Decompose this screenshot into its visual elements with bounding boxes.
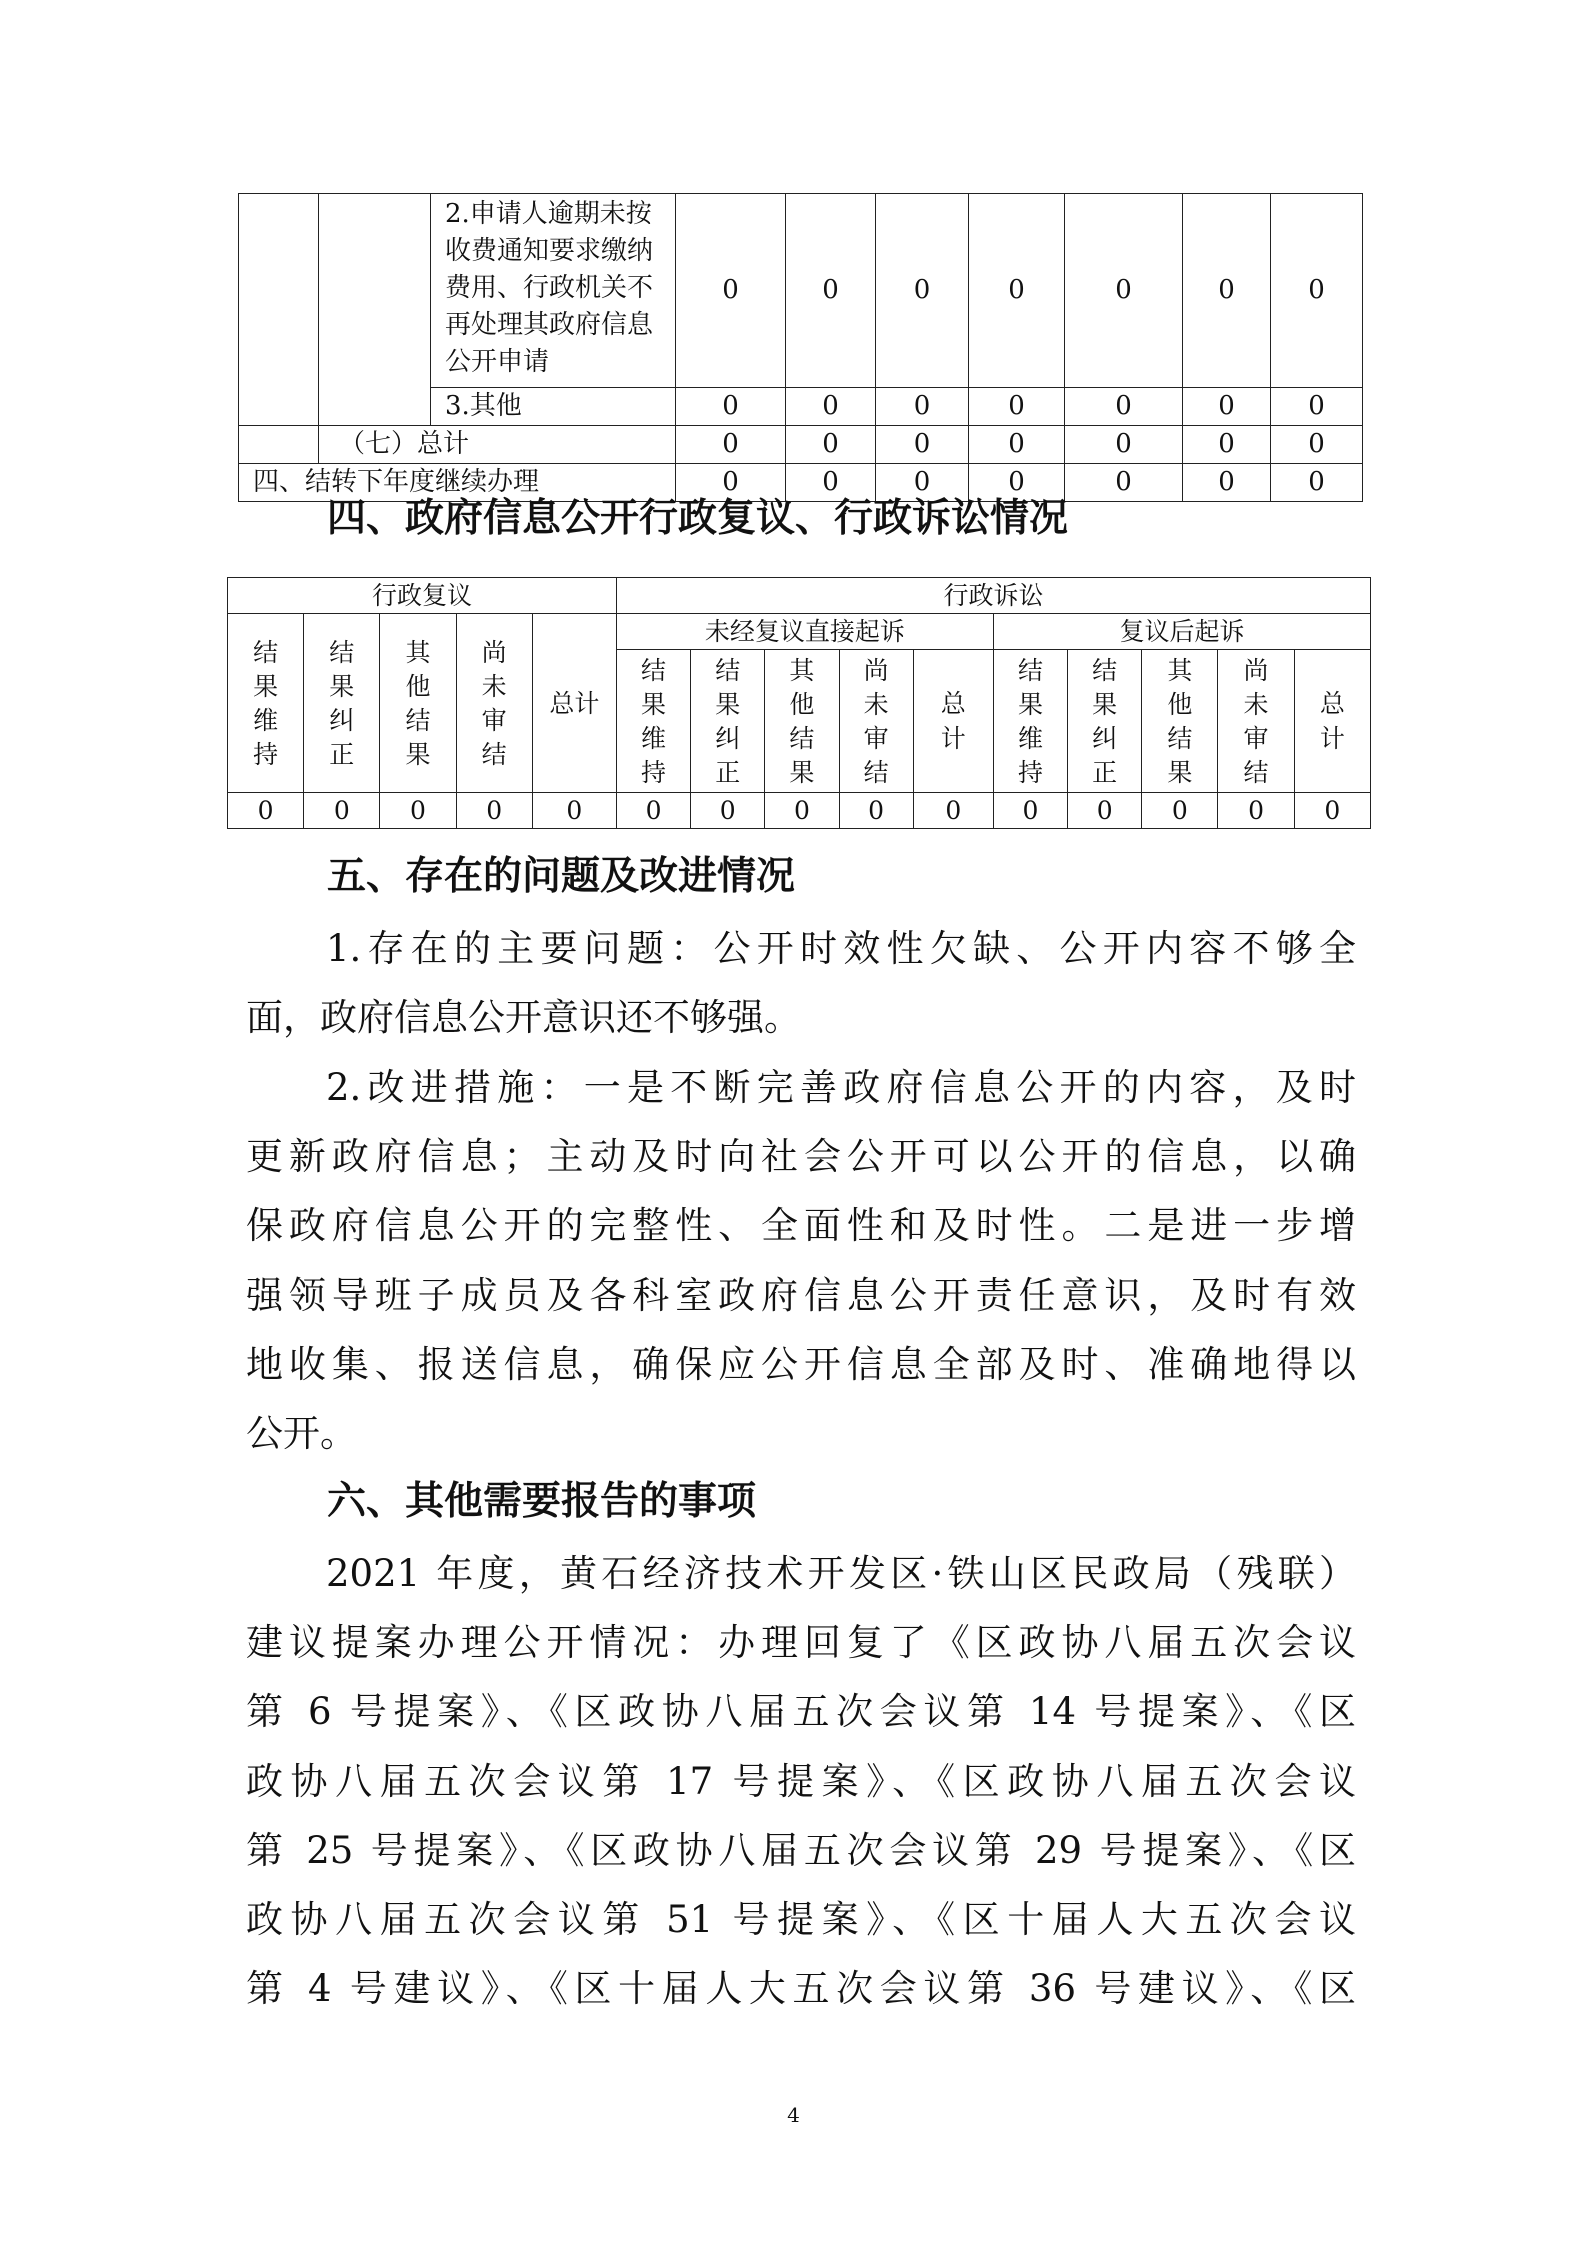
value-cell: 0 xyxy=(1183,464,1271,502)
value-cell: 0 xyxy=(1271,426,1363,464)
group-header: 行政复议 xyxy=(228,578,617,614)
value-cell: 0 xyxy=(1294,793,1370,829)
value-cell: 0 xyxy=(1183,426,1271,464)
value-cell: 0 xyxy=(876,388,969,426)
value-cell: 0 xyxy=(969,426,1065,464)
value-cell: 0 xyxy=(676,464,786,502)
table-row xyxy=(239,426,1363,464)
value-cell: 0 xyxy=(1183,388,1271,426)
value-cell: 0 xyxy=(969,194,1065,388)
column-header: 总 计 xyxy=(913,650,993,793)
value-cell: 0 xyxy=(876,464,969,502)
column-header: 结 果 维 持 xyxy=(616,650,690,793)
column-header: 总 计 xyxy=(1294,650,1370,793)
row-label: 2.申请人逾期未按 收费通知要求缴纳 费用、行政机关不 再处理其政府信息 公开申请 xyxy=(431,194,676,388)
value-cell: 0 xyxy=(1271,388,1363,426)
column-header: 总计 xyxy=(532,614,616,793)
column-header: 尚 未 审 结 xyxy=(1218,650,1294,793)
value-cell: 0 xyxy=(1271,464,1363,502)
value-cell: 0 xyxy=(913,793,993,829)
value-cell: 0 xyxy=(691,793,765,829)
column-header: 其 他 结 果 xyxy=(765,650,839,793)
section6-heading: 六、其他需要报告的事项 xyxy=(327,1479,757,1524)
column-header: 结 果 纠 正 xyxy=(1068,650,1142,793)
value-cell: 0 xyxy=(456,793,532,829)
page-number: 4 xyxy=(787,2103,800,2127)
table-row xyxy=(228,614,1371,650)
value-cell: 0 xyxy=(786,194,876,388)
value-cell: 0 xyxy=(839,793,913,829)
section6-paragraph: 2021 年度，黄石经济技术开发区·铁山区民政局（残联） 建议提案办理公开情况：办理回复了《区政协八届五次会议 第 6 号提案》、《区政协八届五次会议第 14 号提案》、《区 政协八届五次会议第 17 号提案》、《区政协八届五次会议 第 25 号提案》、《区政协八届五次会议第 29 号提案》、《区 政协八届五次会议第 51 号提案》、《区十届人大五次会议 第 4 号建议》、《区十届人大五次会议第 36 号建议》、《区 xyxy=(246,1552,1356,2011)
value-cell: 0 xyxy=(969,388,1065,426)
value-cell: 0 xyxy=(876,426,969,464)
value-cell: 0 xyxy=(1271,194,1363,388)
value-cell: 0 xyxy=(676,388,786,426)
table-row xyxy=(228,578,1371,614)
value-cell: 0 xyxy=(676,194,786,388)
value-cell: 0 xyxy=(786,388,876,426)
column-header: 尚 未 审 结 xyxy=(456,614,532,793)
review-litigation-table xyxy=(227,577,1371,829)
column-header: 结 果 纠 正 xyxy=(691,650,765,793)
column-header: 结 果 维 持 xyxy=(228,614,304,793)
value-cell: 0 xyxy=(969,464,1065,502)
value-cell: 0 xyxy=(304,793,380,829)
section5-heading: 五、存在的问题及改进情况 xyxy=(327,854,796,899)
value-cell: 0 xyxy=(1183,194,1271,388)
value-cell: 0 xyxy=(1142,793,1218,829)
value-cell: 0 xyxy=(765,793,839,829)
blank-cell xyxy=(239,194,319,426)
value-cell: 0 xyxy=(786,464,876,502)
value-cell: 0 xyxy=(1068,793,1142,829)
value-cell: 0 xyxy=(380,793,456,829)
subgroup-header: 未经复议直接起诉 xyxy=(616,614,993,650)
section5-problems-paragraph: 1.存在的主要问题：公开时效性欠缺、公开内容不够全 面，政府信息公开意识还不够强。 xyxy=(246,927,1356,1040)
subgroup-header: 复议后起诉 xyxy=(993,614,1370,650)
value-cell: 0 xyxy=(228,793,304,829)
column-header: 其 他 结 果 xyxy=(1142,650,1218,793)
value-cell: 0 xyxy=(876,194,969,388)
table-row xyxy=(239,194,1363,388)
row-label: 3.其他 xyxy=(431,388,676,426)
column-header: 结 果 纠 正 xyxy=(304,614,380,793)
column-header: 其 他 结 果 xyxy=(380,614,456,793)
value-cell: 0 xyxy=(676,426,786,464)
value-cell: 0 xyxy=(532,793,616,829)
table-row xyxy=(228,793,1371,829)
value-cell: 0 xyxy=(1065,388,1183,426)
section5-measures-paragraph: 2.改进措施：一是不断完善政府信息公开的内容，及时 更新政府信息；主动及时向社会公开可以公开的信息，以确 保政府信息公开的完整性、全面性和及时性。二是进一步增 强领导班子成员及各科室政府信息公开责任意识，及时有效 地收集、报送信息，确保应公开信息全部及时、准确地得以 公开。 xyxy=(246,1066,1356,1456)
column-header: 尚 未 审 结 xyxy=(839,650,913,793)
value-cell: 0 xyxy=(616,793,690,829)
application-handling-table xyxy=(238,193,1363,502)
blank-cell xyxy=(319,194,431,426)
value-cell: 0 xyxy=(1065,194,1183,388)
section4-heading: 四、政府信息公开行政复议、行政诉讼情况 xyxy=(327,496,1069,541)
value-cell: 0 xyxy=(993,793,1067,829)
value-cell: 0 xyxy=(786,426,876,464)
column-header: 结 果 维 持 xyxy=(993,650,1067,793)
value-cell: 0 xyxy=(1065,426,1183,464)
value-cell: 0 xyxy=(1218,793,1294,829)
group-header: 行政诉讼 xyxy=(616,578,1370,614)
blank-cell xyxy=(239,426,319,464)
row-label: 四、结转下年度继续办理 xyxy=(239,464,676,502)
row-label: （七）总计 xyxy=(319,426,676,464)
value-cell: 0 xyxy=(1065,464,1183,502)
